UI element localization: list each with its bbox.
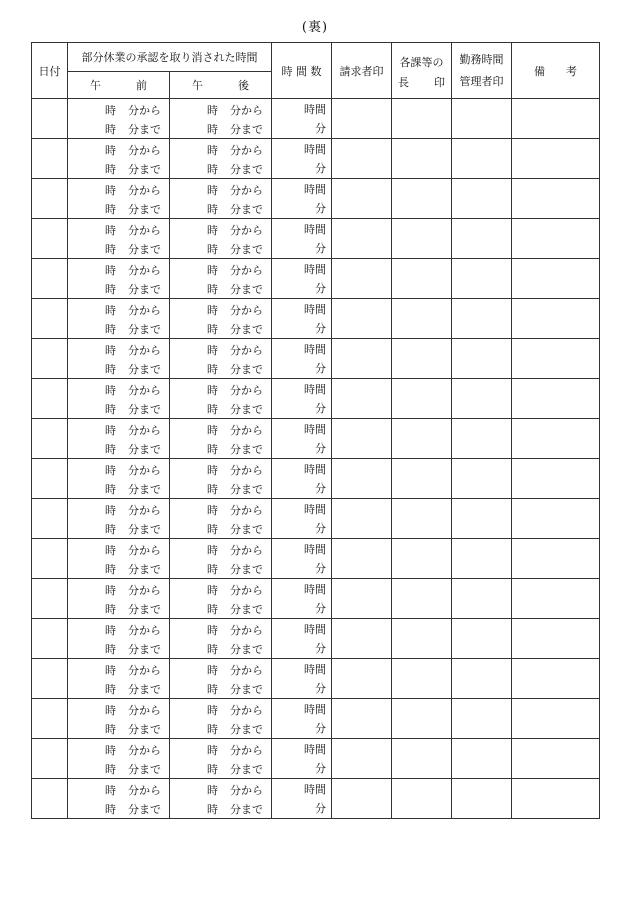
remarks-cell[interactable]: [512, 539, 600, 579]
pm-end-cell[interactable]: 時 分まで: [170, 478, 272, 499]
date-cell[interactable]: [32, 339, 68, 379]
am-end-cell[interactable]: 時 分まで: [68, 558, 170, 579]
work-time-manager-seal-cell[interactable]: [452, 139, 512, 179]
am-end-cell[interactable]: 時 分まで: [68, 198, 170, 219]
table-body: [32, 99, 600, 819]
requester-seal-cell[interactable]: [332, 299, 392, 339]
pm-start-cell[interactable]: 時 分から: [170, 659, 272, 679]
remarks-cell[interactable]: [512, 339, 600, 379]
pm-start-cell[interactable]: 時 分から: [170, 219, 272, 239]
duration-minutes-cell[interactable]: 分: [272, 318, 332, 339]
remarks-cell[interactable]: [512, 779, 600, 819]
duration-minutes-cell[interactable]: 分: [272, 718, 332, 739]
requester-seal-cell[interactable]: [332, 339, 392, 379]
remarks-cell[interactable]: [512, 299, 600, 339]
remarks-cell[interactable]: [512, 99, 600, 139]
pm-start-cell[interactable]: 時 分から: [170, 499, 272, 519]
pm-start-cell[interactable]: 時 分から: [170, 139, 272, 159]
am-end-cell[interactable]: 時 分まで: [68, 118, 170, 139]
duration-hours-cell[interactable]: 時間: [272, 99, 332, 119]
section-chief-seal-cell[interactable]: [392, 219, 452, 259]
duration-hours-cell[interactable]: 時間: [272, 499, 332, 519]
remarks-cell[interactable]: [512, 139, 600, 179]
duration-minutes-cell[interactable]: 分: [272, 118, 332, 139]
am-end-cell[interactable]: 時 分まで: [68, 438, 170, 459]
duration-hours-cell[interactable]: 時間: [272, 219, 332, 239]
duration-hours-cell[interactable]: 時間: [272, 659, 332, 679]
requester-seal-cell[interactable]: [332, 379, 392, 419]
pm-end-cell[interactable]: 時 分まで: [170, 318, 272, 339]
am-start-cell[interactable]: 時 分から: [68, 459, 170, 479]
am-start-cell[interactable]: 時 分から: [68, 379, 170, 399]
duration-minutes-cell[interactable]: 分: [272, 758, 332, 779]
requester-seal-cell[interactable]: [332, 579, 392, 619]
pm-start-cell[interactable]: 時 分から: [170, 539, 272, 559]
duration-minutes-cell[interactable]: 分: [272, 438, 332, 459]
remarks-cell[interactable]: [512, 739, 600, 779]
duration-minutes-cell[interactable]: 分: [272, 358, 332, 379]
date-cell[interactable]: [32, 139, 68, 179]
duration-minutes-cell[interactable]: 分: [272, 278, 332, 299]
am-end-cell[interactable]: 時 分まで: [68, 238, 170, 259]
work-time-manager-seal-cell[interactable]: [452, 779, 512, 819]
am-end-cell[interactable]: 時 分まで: [68, 318, 170, 339]
pm-end-cell[interactable]: 時 分まで: [170, 598, 272, 619]
pm-end-cell[interactable]: 時 分まで: [170, 398, 272, 419]
duration-hours-cell[interactable]: 時間: [272, 539, 332, 559]
am-end-cell[interactable]: 時 分まで: [68, 278, 170, 299]
partial-leave-cancellation-table: [31, 42, 600, 819]
header-cancelled-time: 部分休業の承認を取り消された時間: [68, 43, 272, 72]
requester-seal-cell[interactable]: [332, 139, 392, 179]
date-cell[interactable]: [32, 299, 68, 339]
pm-start-cell[interactable]: 時 分から: [170, 379, 272, 399]
date-cell[interactable]: [32, 579, 68, 619]
section-chief-seal-cell[interactable]: [392, 739, 452, 779]
duration-hours-cell[interactable]: 時間: [272, 259, 332, 279]
date-cell[interactable]: [32, 619, 68, 659]
header-pm: 午 後: [170, 72, 272, 99]
am-start-cell[interactable]: 時 分から: [68, 99, 170, 119]
pm-start-cell[interactable]: 時 分から: [170, 779, 272, 799]
am-start-cell[interactable]: 時 分から: [68, 139, 170, 159]
pm-end-cell[interactable]: 時 分まで: [170, 558, 272, 579]
pm-end-cell[interactable]: 時 分まで: [170, 798, 272, 819]
am-start-cell[interactable]: 時 分から: [68, 539, 170, 559]
duration-hours-cell[interactable]: 時間: [272, 379, 332, 399]
remarks-cell[interactable]: [512, 219, 600, 259]
work-time-manager-seal-cell[interactable]: [452, 539, 512, 579]
requester-seal-cell[interactable]: [332, 619, 392, 659]
date-cell[interactable]: [32, 739, 68, 779]
requester-seal-cell[interactable]: [332, 259, 392, 299]
requester-seal-cell[interactable]: [332, 779, 392, 819]
date-cell[interactable]: [32, 179, 68, 219]
section-chief-seal-cell[interactable]: [392, 779, 452, 819]
duration-minutes-cell[interactable]: 分: [272, 478, 332, 499]
duration-minutes-cell[interactable]: 分: [272, 518, 332, 539]
am-end-cell[interactable]: 時 分まで: [68, 718, 170, 739]
remarks-cell[interactable]: [512, 619, 600, 659]
date-cell[interactable]: [32, 99, 68, 139]
am-start-cell[interactable]: 時 分から: [68, 659, 170, 679]
requester-seal-cell[interactable]: [332, 539, 392, 579]
work-time-manager-seal-cell[interactable]: [452, 659, 512, 699]
requester-seal-cell[interactable]: [332, 739, 392, 779]
pm-start-cell[interactable]: 時 分から: [170, 299, 272, 319]
am-start-cell[interactable]: 時 分から: [68, 219, 170, 239]
date-cell[interactable]: [32, 779, 68, 819]
duration-hours-cell[interactable]: 時間: [272, 779, 332, 799]
am-start-cell[interactable]: 時 分から: [68, 499, 170, 519]
header-section-chief-line2: 長 印: [398, 75, 445, 89]
am-start-cell[interactable]: 時 分から: [68, 699, 170, 719]
section-chief-seal-cell[interactable]: [392, 99, 452, 139]
am-start-cell[interactable]: 時 分から: [68, 179, 170, 199]
header-work-time-line2: 管理者印: [459, 74, 504, 88]
work-time-manager-seal-cell[interactable]: [452, 499, 512, 539]
remarks-cell[interactable]: [512, 379, 600, 419]
date-cell[interactable]: [32, 459, 68, 499]
requester-seal-cell[interactable]: [332, 499, 392, 539]
remarks-cell[interactable]: [512, 659, 600, 699]
am-end-cell[interactable]: 時 分まで: [68, 398, 170, 419]
pm-start-cell[interactable]: 時 分から: [170, 579, 272, 599]
section-chief-seal-cell[interactable]: [392, 139, 452, 179]
remarks-cell[interactable]: [512, 259, 600, 299]
work-time-manager-seal-cell[interactable]: [452, 219, 512, 259]
pm-start-cell[interactable]: 時 分から: [170, 739, 272, 759]
pm-end-cell[interactable]: 時 分まで: [170, 118, 272, 139]
am-end-cell[interactable]: 時 分まで: [68, 678, 170, 699]
section-chief-seal-cell[interactable]: [392, 379, 452, 419]
pm-end-cell[interactable]: 時 分まで: [170, 638, 272, 659]
date-cell[interactable]: [32, 499, 68, 539]
work-time-manager-seal-cell[interactable]: [452, 619, 512, 659]
pm-end-cell[interactable]: 時 分まで: [170, 278, 272, 299]
pm-end-cell[interactable]: 時 分まで: [170, 718, 272, 739]
pm-end-cell[interactable]: 時 分まで: [170, 158, 272, 179]
am-end-cell[interactable]: 時 分まで: [68, 478, 170, 499]
page-title: (裏): [301, 20, 329, 35]
duration-hours-cell[interactable]: 時間: [272, 299, 332, 319]
requester-seal-cell[interactable]: [332, 459, 392, 499]
duration-minutes-cell[interactable]: 分: [272, 638, 332, 659]
duration-hours-cell[interactable]: 時間: [272, 179, 332, 199]
am-end-cell[interactable]: 時 分まで: [68, 758, 170, 779]
duration-minutes-cell[interactable]: 分: [272, 678, 332, 699]
duration-minutes-cell[interactable]: 分: [272, 198, 332, 219]
am-end-cell[interactable]: 時 分まで: [68, 158, 170, 179]
am-start-cell[interactable]: 時 分から: [68, 619, 170, 639]
section-chief-seal-cell[interactable]: [392, 619, 452, 659]
work-time-manager-seal-cell[interactable]: [452, 179, 512, 219]
section-chief-seal-cell[interactable]: [392, 299, 452, 339]
remarks-cell[interactable]: [512, 179, 600, 219]
am-end-cell[interactable]: 時 分まで: [68, 798, 170, 819]
header-remarks: 備 考: [512, 43, 600, 99]
duration-minutes-cell[interactable]: 分: [272, 798, 332, 819]
pm-start-cell[interactable]: 時 分から: [170, 459, 272, 479]
duration-minutes-cell[interactable]: 分: [272, 238, 332, 259]
header-work-time-manager-seal: [452, 43, 512, 99]
date-cell[interactable]: [32, 219, 68, 259]
am-start-cell[interactable]: 時 分から: [68, 419, 170, 439]
duration-minutes-cell[interactable]: 分: [272, 558, 332, 579]
remarks-cell[interactable]: [512, 419, 600, 459]
duration-hours-cell[interactable]: 時間: [272, 419, 332, 439]
pm-start-cell[interactable]: 時 分から: [170, 419, 272, 439]
section-chief-seal-cell[interactable]: [392, 419, 452, 459]
requester-seal-cell[interactable]: [332, 419, 392, 459]
requester-seal-cell[interactable]: [332, 699, 392, 739]
date-cell[interactable]: [32, 539, 68, 579]
am-start-cell[interactable]: 時 分から: [68, 299, 170, 319]
work-time-manager-seal-cell[interactable]: [452, 579, 512, 619]
am-start-cell[interactable]: 時 分から: [68, 259, 170, 279]
work-time-manager-seal-cell[interactable]: [452, 379, 512, 419]
section-chief-seal-cell[interactable]: [392, 579, 452, 619]
requester-seal-cell[interactable]: [332, 219, 392, 259]
header-requester-seal: 請求者印: [332, 43, 392, 99]
pm-end-cell[interactable]: 時 分まで: [170, 358, 272, 379]
header-date: 日付: [32, 43, 68, 99]
date-cell[interactable]: [32, 259, 68, 299]
pm-start-cell[interactable]: 時 分から: [170, 179, 272, 199]
requester-seal-cell[interactable]: [332, 99, 392, 139]
pm-start-cell[interactable]: 時 分から: [170, 259, 272, 279]
duration-hours-cell[interactable]: 時間: [272, 339, 332, 359]
remarks-cell[interactable]: [512, 699, 600, 739]
section-chief-seal-cell[interactable]: [392, 499, 452, 539]
section-chief-seal-cell[interactable]: [392, 659, 452, 699]
pm-end-cell[interactable]: 時 分まで: [170, 678, 272, 699]
header-section-chief-line1: 各課等の: [399, 55, 444, 69]
duration-hours-cell[interactable]: 時間: [272, 579, 332, 599]
duration-minutes-cell[interactable]: 分: [272, 598, 332, 619]
pm-end-cell[interactable]: 時 分まで: [170, 518, 272, 539]
am-start-cell[interactable]: 時 分から: [68, 779, 170, 799]
header-duration: 時 間 数: [272, 43, 332, 99]
duration-hours-cell[interactable]: 時間: [272, 459, 332, 479]
am-start-cell[interactable]: 時 分から: [68, 339, 170, 359]
am-start-cell[interactable]: 時 分から: [68, 579, 170, 599]
remarks-cell[interactable]: [512, 579, 600, 619]
section-chief-seal-cell[interactable]: [392, 459, 452, 499]
am-end-cell[interactable]: 時 分まで: [68, 638, 170, 659]
header-section-chief-seal: [392, 43, 452, 99]
pm-end-cell[interactable]: 時 分まで: [170, 758, 272, 779]
am-start-cell[interactable]: 時 分から: [68, 739, 170, 759]
requester-seal-cell[interactable]: [332, 179, 392, 219]
date-cell[interactable]: [32, 379, 68, 419]
work-time-manager-seal-cell[interactable]: [452, 259, 512, 299]
work-time-manager-seal-cell[interactable]: [452, 339, 512, 379]
pm-start-cell[interactable]: 時 分から: [170, 619, 272, 639]
duration-minutes-cell[interactable]: 分: [272, 158, 332, 179]
date-cell[interactable]: [32, 419, 68, 459]
duration-hours-cell[interactable]: 時間: [272, 699, 332, 719]
am-end-cell[interactable]: 時 分まで: [68, 598, 170, 619]
pm-end-cell[interactable]: 時 分まで: [170, 238, 272, 259]
work-time-manager-seal-cell[interactable]: [452, 99, 512, 139]
remarks-cell[interactable]: [512, 459, 600, 499]
section-chief-seal-cell[interactable]: [392, 699, 452, 739]
section-chief-seal-cell[interactable]: [392, 539, 452, 579]
am-end-cell[interactable]: 時 分まで: [68, 358, 170, 379]
section-chief-seal-cell[interactable]: [392, 179, 452, 219]
work-time-manager-seal-cell[interactable]: [452, 459, 512, 499]
remarks-cell[interactable]: [512, 499, 600, 539]
pm-start-cell[interactable]: 時 分から: [170, 339, 272, 359]
pm-start-cell[interactable]: 時 分から: [170, 699, 272, 719]
date-cell[interactable]: [32, 699, 68, 739]
duration-hours-cell[interactable]: 時間: [272, 139, 332, 159]
pm-end-cell[interactable]: 時 分まで: [170, 438, 272, 459]
pm-end-cell[interactable]: 時 分まで: [170, 198, 272, 219]
header-am: 午 前: [68, 72, 170, 99]
requester-seal-cell[interactable]: [332, 659, 392, 699]
work-time-manager-seal-cell[interactable]: [452, 299, 512, 339]
am-end-cell[interactable]: 時 分まで: [68, 518, 170, 539]
work-time-manager-seal-cell[interactable]: [452, 739, 512, 779]
duration-hours-cell[interactable]: 時間: [272, 619, 332, 639]
header-work-time-line1: 勤務時間: [459, 52, 504, 66]
duration-minutes-cell[interactable]: 分: [272, 398, 332, 419]
section-chief-seal-cell[interactable]: [392, 339, 452, 379]
work-time-manager-seal-cell[interactable]: [452, 419, 512, 459]
work-time-manager-seal-cell[interactable]: [452, 699, 512, 739]
pm-start-cell[interactable]: 時 分から: [170, 99, 272, 119]
duration-hours-cell[interactable]: 時間: [272, 739, 332, 759]
section-chief-seal-cell[interactable]: [392, 259, 452, 299]
date-cell[interactable]: [32, 659, 68, 699]
